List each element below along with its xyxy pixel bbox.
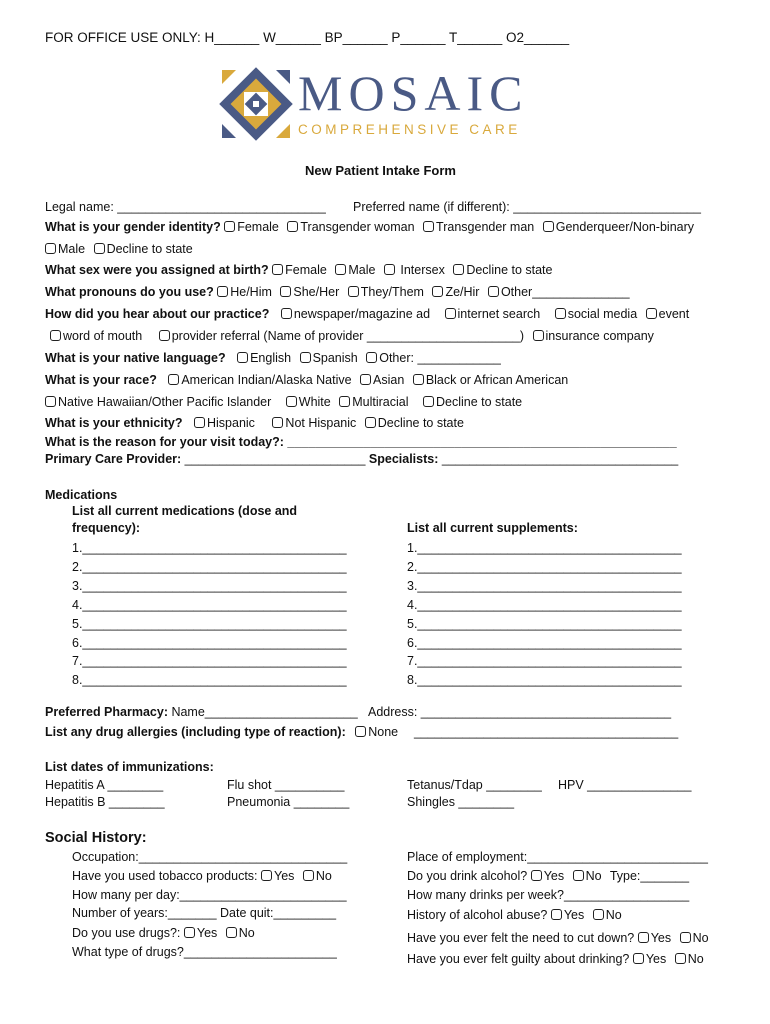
tetanus-field[interactable]: Tetanus/Tdap ________ xyxy=(407,778,542,792)
alcohol-label: Do you drink alcohol? xyxy=(407,869,528,883)
checkbox[interactable] xyxy=(384,264,395,275)
option-label: provider referral (Name of provider ______________________) xyxy=(171,329,525,343)
sex-label: What sex were you assigned at birth? xyxy=(45,263,269,277)
option-label: No xyxy=(605,908,622,922)
option-label: event xyxy=(658,307,690,321)
option-label: Female xyxy=(285,263,327,277)
checkbox[interactable] xyxy=(168,374,179,385)
checkbox[interactable] xyxy=(543,221,554,232)
medication-line[interactable]: 5.______________________________________ xyxy=(72,616,347,631)
checkbox[interactable] xyxy=(339,396,350,407)
mosaic-logo xyxy=(218,66,558,146)
checkbox[interactable] xyxy=(488,286,499,297)
option-label: No xyxy=(585,869,602,883)
employment-field[interactable]: Place of employment:__________________________ xyxy=(407,850,708,864)
per-day-field[interactable]: How many per day:________________________ xyxy=(72,888,347,902)
checkbox[interactable] xyxy=(573,870,584,881)
medications-heading: Medications xyxy=(45,488,118,502)
supplement-line[interactable]: 7.______________________________________ xyxy=(407,654,682,669)
flu-shot-field[interactable]: Flu shot __________ xyxy=(227,778,345,792)
supplement-line[interactable]: 3.______________________________________ xyxy=(407,578,682,593)
abuse-label: History of alcohol abuse? xyxy=(407,908,548,922)
option-label: Decline to state xyxy=(466,263,553,277)
social-history-heading: Social History: xyxy=(45,830,147,846)
alcohol-abuse-question xyxy=(407,908,622,922)
option-label: Female xyxy=(237,220,279,234)
checkbox[interactable] xyxy=(531,870,542,881)
option-label: Transgender man xyxy=(436,220,535,234)
checkbox[interactable] xyxy=(423,396,434,407)
option-label: Decline to state xyxy=(435,395,523,409)
pronouns-question xyxy=(45,285,630,299)
option-label: She/Her xyxy=(293,285,340,299)
option-label: Yes xyxy=(274,869,295,883)
supplement-line[interactable]: 2.______________________________________ xyxy=(407,559,682,574)
checkbox[interactable] xyxy=(366,352,377,363)
gender-question xyxy=(45,220,694,234)
option-label: internet search xyxy=(457,307,541,321)
option-label: Decline to state xyxy=(106,242,193,256)
pharmacy-label: Preferred Pharmacy: xyxy=(45,705,168,719)
language-label: What is your native language? xyxy=(45,351,226,365)
legal-name-field[interactable]: Legal name: ______________________________ xyxy=(45,200,326,214)
guilty-label: Have you ever felt guilty about drinking? xyxy=(407,952,630,966)
checkbox[interactable] xyxy=(272,264,283,275)
checkbox[interactable] xyxy=(194,417,205,428)
checkbox[interactable] xyxy=(593,909,604,920)
checkbox[interactable] xyxy=(432,286,443,297)
pcp-label: Primary Care Provider: xyxy=(45,452,182,466)
visit-reason-field[interactable]: What is the reason for your visit today?: ________________________________________________________ xyxy=(45,435,677,449)
referral-label: How did you hear about our practice? xyxy=(45,307,270,321)
option-label: Asian xyxy=(373,373,405,387)
option-label: Intersex xyxy=(396,263,445,277)
checkbox[interactable] xyxy=(646,308,657,319)
preferred-name-field[interactable]: Preferred name (if different): ___________________________ xyxy=(353,200,701,214)
checkbox[interactable] xyxy=(680,932,691,943)
drug-type-field[interactable]: What type of drugs?______________________ xyxy=(72,945,337,959)
checkbox[interactable] xyxy=(445,308,456,319)
option-label: They/Them xyxy=(360,285,424,299)
option-label: No xyxy=(238,926,255,940)
checkbox[interactable] xyxy=(638,932,649,943)
medication-line[interactable]: 4.______________________________________ xyxy=(72,597,347,612)
pcp-row xyxy=(45,452,678,466)
option-label: White xyxy=(298,395,331,409)
checkbox[interactable] xyxy=(272,417,283,428)
option-label: Not Hispanic xyxy=(285,416,357,430)
checkbox[interactable] xyxy=(237,352,248,363)
checkbox[interactable] xyxy=(533,330,544,341)
hepatitis-b-field[interactable]: Hepatitis B ________ xyxy=(45,795,165,809)
checkbox[interactable] xyxy=(355,726,366,737)
cut-down-label: Have you ever felt the need to cut down? xyxy=(407,931,635,945)
checkbox[interactable] xyxy=(287,221,298,232)
option-label: Other______________ xyxy=(500,285,630,299)
checkbox[interactable] xyxy=(45,243,56,254)
hpv-field[interactable]: HPV _______________ xyxy=(558,778,692,792)
checkbox[interactable] xyxy=(224,221,235,232)
option-label: Male xyxy=(58,242,86,256)
medication-line[interactable]: 8.______________________________________ xyxy=(72,673,347,688)
option-label: Black or African American xyxy=(425,373,569,387)
checkbox[interactable] xyxy=(286,396,297,407)
medication-line[interactable]: 1.______________________________________ xyxy=(72,541,347,555)
alcohol-type-field[interactable]: Type:_______ xyxy=(609,869,690,883)
shingles-field[interactable]: Shingles ________ xyxy=(407,795,515,809)
checkbox[interactable] xyxy=(348,286,359,297)
checkbox[interactable] xyxy=(159,330,170,341)
sex-question xyxy=(45,263,553,277)
allergies-field[interactable]: ______________________________________ xyxy=(414,725,679,739)
option-label: insurance company xyxy=(545,329,654,343)
option-label: Hispanic xyxy=(207,416,255,430)
option-label: None xyxy=(368,725,399,739)
checkbox[interactable] xyxy=(300,352,311,363)
alcohol-question xyxy=(407,869,689,883)
supplement-line[interactable]: 8.______________________________________ xyxy=(407,673,682,688)
option-label: Yes xyxy=(196,926,218,940)
medications-list xyxy=(72,539,347,690)
option-label: Yes xyxy=(645,952,667,966)
checkbox[interactable] xyxy=(633,953,644,964)
drinks-week-field[interactable]: How many drinks per week?__________________ xyxy=(407,888,690,902)
specialists-label: Specialists: xyxy=(368,452,439,466)
checkbox[interactable] xyxy=(365,417,376,428)
option-label: Yes xyxy=(563,908,585,922)
option-label: He/Him xyxy=(230,285,272,299)
option-label: English xyxy=(250,351,292,365)
checkbox[interactable] xyxy=(423,221,434,232)
medication-line[interactable]: 7.______________________________________ xyxy=(72,654,347,669)
pharmacy-address-field[interactable]: Address: ____________________________________ xyxy=(368,705,672,719)
checkbox[interactable] xyxy=(217,286,228,297)
option-label: Yes xyxy=(543,869,565,883)
pcp-field[interactable]: __________________________ xyxy=(181,452,366,466)
checkbox[interactable] xyxy=(453,264,464,275)
checkbox[interactable] xyxy=(45,396,56,407)
pharmacy-row xyxy=(45,705,358,719)
checkbox[interactable] xyxy=(360,374,371,385)
checkbox[interactable] xyxy=(261,870,272,881)
checkbox[interactable] xyxy=(303,870,314,881)
supplements-label: List all current supplements: xyxy=(407,521,578,535)
option-label: Ze/Hir xyxy=(445,285,480,299)
option-label: No xyxy=(315,869,332,883)
supplement-line[interactable]: 6.______________________________________ xyxy=(407,635,682,650)
checkbox[interactable] xyxy=(335,264,346,275)
checkbox[interactable] xyxy=(226,927,237,938)
medication-line[interactable]: 2.______________________________________ xyxy=(72,559,347,574)
ethnicity-question xyxy=(45,416,464,430)
checkbox[interactable] xyxy=(555,308,566,319)
race-label: What is your race? xyxy=(45,373,157,387)
option-label: Yes xyxy=(650,931,672,945)
race-options-row-2 xyxy=(45,395,522,409)
checkbox[interactable] xyxy=(675,953,686,964)
medication-line[interactable]: 3.______________________________________ xyxy=(72,578,347,593)
office-use-line: FOR OFFICE USE ONLY: H______ W______ BP______ P______ T______ O2______ xyxy=(45,30,570,45)
option-label: social media xyxy=(567,307,638,321)
cut-down-question xyxy=(407,931,709,945)
gender-options-row-2 xyxy=(45,242,193,256)
option-label: Male xyxy=(348,263,376,277)
option-label: No xyxy=(687,952,704,966)
pharmacy-name-field[interactable]: Name______________________ xyxy=(167,705,358,719)
ethnicity-label: What is your ethnicity? xyxy=(45,416,183,430)
tobacco-question xyxy=(72,869,332,883)
drugs-label: Do you use drugs?: xyxy=(72,926,181,940)
logo-name: MOSAIC xyxy=(298,65,529,121)
checkbox[interactable] xyxy=(94,243,105,254)
race-question xyxy=(45,373,568,387)
checkbox[interactable] xyxy=(184,927,195,938)
medication-line[interactable]: 6.______________________________________ xyxy=(72,635,347,650)
years-field[interactable]: Number of years:_______ Date quit:_________ xyxy=(72,906,337,920)
drugs-question xyxy=(72,926,255,940)
option-label: Other: ____________ xyxy=(379,351,501,365)
mosaic-logo-icon xyxy=(218,66,294,142)
checkbox[interactable] xyxy=(413,374,424,385)
pronouns-label: What pronouns do you use? xyxy=(45,285,214,299)
gender-label: What is your gender identity? xyxy=(45,220,221,234)
guilty-question xyxy=(407,952,704,966)
immunizations-heading: List dates of immunizations: xyxy=(45,760,214,774)
tobacco-label: Have you used tobacco products: xyxy=(72,869,258,883)
checkbox[interactable] xyxy=(551,909,562,920)
checkbox[interactable] xyxy=(50,330,61,341)
checkbox[interactable] xyxy=(281,308,292,319)
allergies-label: List any drug allergies (including type of reaction): xyxy=(45,725,346,739)
allergies-row xyxy=(45,725,398,739)
supplement-line[interactable]: 4.______________________________________ xyxy=(407,597,682,612)
option-label: Genderqueer/Non-binary xyxy=(555,220,695,234)
checkbox[interactable] xyxy=(280,286,291,297)
language-question xyxy=(45,351,501,365)
option-label: Transgender woman xyxy=(300,220,415,234)
supplement-line[interactable]: 5.______________________________________ xyxy=(407,616,682,631)
hepatitis-a-field[interactable]: Hepatitis A ________ xyxy=(45,778,164,792)
option-label: No xyxy=(692,931,709,945)
option-label: American Indian/Alaska Native xyxy=(181,373,352,387)
option-label: Multiracial xyxy=(352,395,409,409)
medications-list-label: List all current medications (dose and xyxy=(72,504,298,518)
option-label: newspaper/magazine ad xyxy=(293,307,431,321)
occupation-field[interactable]: Occupation:______________________________ xyxy=(72,850,348,864)
form-title: New Patient Intake Form xyxy=(305,163,456,178)
supplements-list xyxy=(407,539,682,690)
supplement-line[interactable]: 1.______________________________________ xyxy=(407,541,682,555)
referral-question xyxy=(45,307,689,321)
pneumonia-field[interactable]: Pneumonia ________ xyxy=(227,795,350,809)
referral-options-row-2 xyxy=(45,329,654,343)
option-label: word of mouth xyxy=(63,329,143,343)
option-label: Native Hawaiian/Other Pacific Islander xyxy=(58,395,272,409)
option-label: Spanish xyxy=(312,351,358,365)
medications-list-label-2: frequency): xyxy=(72,521,141,535)
specialists-field[interactable]: __________________________________ xyxy=(438,452,679,466)
option-label: Decline to state xyxy=(377,416,464,430)
logo-subtitle: COMPREHENSIVE CARE xyxy=(298,122,521,137)
